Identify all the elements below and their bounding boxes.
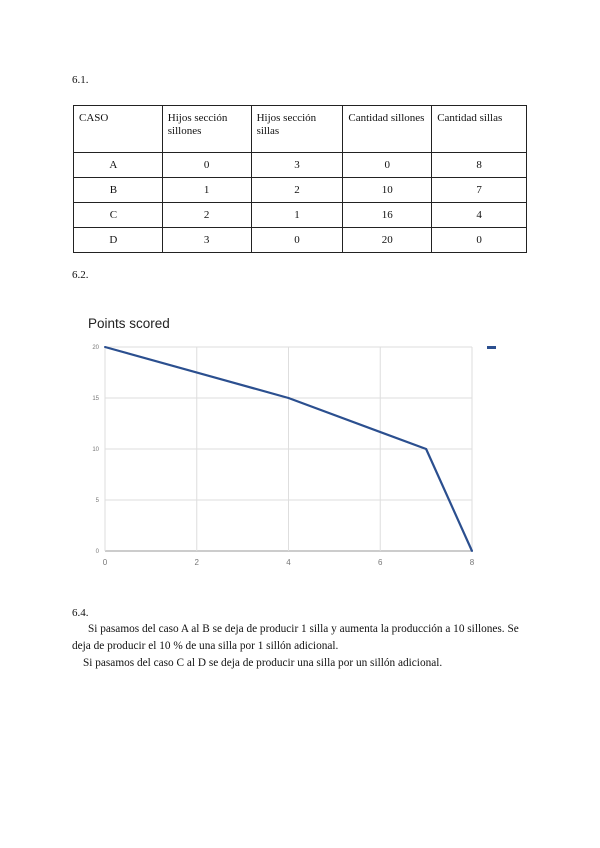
table-cell: 2 (162, 203, 251, 228)
header-cantidad-sillones: Cantidad sillones (343, 106, 432, 153)
table-cell: C (74, 203, 163, 228)
legend-swatch (487, 346, 496, 349)
table-cell: 0 (432, 228, 527, 253)
table-cell: 8 (432, 153, 527, 178)
explanation-paragraph-1: Si pasamos del caso A al B se deja de producir 1 silla y aumenta la producción a 10 sillones. Se deja de producir el 10 % de una silla por 1 sillón adicional. (72, 623, 519, 652)
x-tick-label: 6 (378, 558, 383, 567)
table-cell: 1 (251, 203, 343, 228)
data-point (425, 448, 427, 450)
y-tick-label: 10 (92, 447, 99, 453)
header-hijos-sillas: Hijos sección sillas (251, 106, 343, 153)
table-cell: 2 (251, 178, 343, 203)
section-6-4-heading: 6.4. (72, 607, 89, 619)
table-cell: 7 (432, 178, 527, 203)
table-cell: A (74, 153, 163, 178)
x-axis-ticks (103, 558, 475, 567)
y-tick-label: 20 (92, 345, 99, 351)
table-cell: 10 (343, 178, 432, 203)
table-cell: B (74, 178, 163, 203)
data-point (471, 550, 473, 552)
y-tick-label: 5 (95, 498, 99, 504)
data-point (104, 346, 106, 348)
table-cell: D (74, 228, 163, 253)
table-cell: 0 (343, 153, 432, 178)
table-cell: 3 (162, 228, 251, 253)
section-6-1-heading: 6.1. (72, 74, 89, 86)
table-cell: 16 (343, 203, 432, 228)
data-point (288, 397, 290, 399)
x-tick-label: 4 (286, 558, 291, 567)
section-6-2-heading: 6.2. (72, 269, 89, 281)
header-hijos-sillones: Hijos sección sillones (162, 106, 251, 153)
header-caso: CASO (74, 106, 163, 153)
chart-title: Points scored (88, 316, 170, 331)
y-tick-label: 15 (92, 396, 99, 402)
explanation-paragraph-2: Si pasamos del caso C al D se deja de producir una silla por un sillón adicional. (83, 657, 443, 669)
y-tick-label: 0 (95, 549, 99, 555)
x-tick-label: 8 (469, 558, 475, 567)
table-cell: 0 (162, 153, 251, 178)
y-axis-ticks (92, 345, 99, 555)
table-cell: 0 (251, 228, 343, 253)
header-cantidad-sillas: Cantidad sillas (432, 106, 527, 153)
x-tick-label: 2 (194, 558, 199, 567)
table-cell: 1 (162, 178, 251, 203)
table-cell: 4 (432, 203, 527, 228)
table-cell: 3 (251, 153, 343, 178)
x-tick-label: 0 (102, 558, 108, 567)
table-cell: 20 (343, 228, 432, 253)
chart-gridlines (105, 347, 472, 551)
